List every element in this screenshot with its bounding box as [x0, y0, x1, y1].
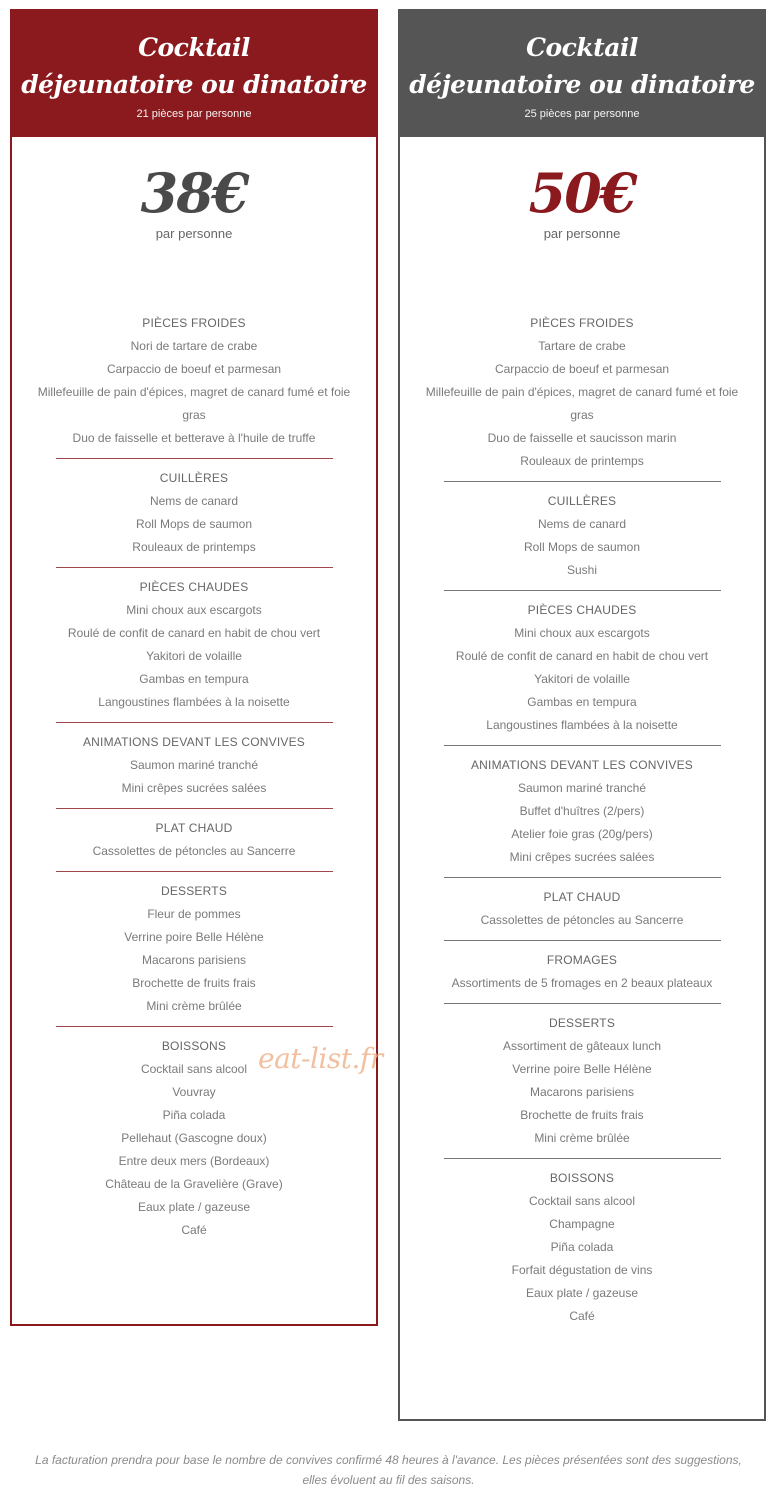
- menu-section: [400, 591, 764, 745]
- menu-item: Yakitori de volaille: [534, 672, 630, 686]
- menu-item: Eaux plate / gazeuse: [137, 1200, 251, 1214]
- menu-section: [12, 568, 376, 722]
- menu-subtitle: 21 pièces par personne: [136, 108, 252, 120]
- menu-title-line2: déjeunatoire ou dinatoire: [21, 70, 367, 99]
- menu-card-50: [398, 9, 766, 1421]
- menu-item: Mini choux aux escargots: [514, 626, 650, 640]
- section-title: PIÈCES CHAUDES: [139, 580, 249, 594]
- menu-item: Cocktail sans alcool: [528, 1194, 636, 1208]
- section-title: BOISSONS: [549, 1171, 615, 1185]
- menu-subtitle: 25 pièces par personne: [524, 108, 640, 120]
- menu-item: Nori de tartare de crabe: [130, 339, 258, 353]
- menu-section: [400, 304, 764, 481]
- menu-item: Langoustines flambées à la noisette: [98, 695, 290, 709]
- menu-item: Rouleaux de printemps: [520, 454, 644, 468]
- menu-section: [400, 746, 764, 877]
- menu-item: Nems de canard: [537, 517, 627, 531]
- menu-item: Carpaccio de boeuf et parmesan: [494, 362, 670, 376]
- menu-item: Piña colada: [162, 1108, 226, 1122]
- menu-title-line1: Cocktail: [138, 33, 250, 62]
- menu-item: Mini choux aux escargots: [126, 603, 262, 617]
- menu-item: Buffet d'huîtres (2/pers): [519, 804, 645, 818]
- menu-section: [12, 304, 376, 458]
- menu-item: Château de la Gravelière (Grave): [105, 1177, 283, 1191]
- menu-item: Carpaccio de boeuf et parmesan: [106, 362, 282, 376]
- menu-section: [400, 482, 764, 590]
- menu-section: [400, 1004, 764, 1158]
- menu-item: Mini crêpes sucrées salées: [509, 850, 655, 864]
- menu-item: Atelier foie gras (20g/pers): [511, 827, 653, 841]
- menu-item: Fleur de pommes: [147, 907, 241, 921]
- menu-item: Cassolettes de pétoncles au Sancerre: [92, 844, 296, 858]
- menu-item: Duo de faisselle et betterave à l'huile de truffe: [72, 431, 316, 445]
- menu-item: Mini crêpes sucrées salées: [121, 781, 267, 795]
- section-title: PLAT CHAUD: [543, 890, 621, 904]
- section-title: CUILLÈRES: [159, 471, 229, 485]
- menu-item: Entre deux mers (Bordeaux): [118, 1154, 270, 1168]
- price-caption: par personne: [155, 226, 233, 241]
- menu-item: Millefeuille de pain d'épices, magret de canard fumé et foie gras: [37, 385, 351, 422]
- menu-item: Vouvray: [172, 1085, 216, 1099]
- section-title: DESSERTS: [548, 1016, 616, 1030]
- menu-sections: [400, 287, 764, 1336]
- section-title: PIÈCES FROIDES: [530, 316, 634, 330]
- menu-item: Mini crème brûlée: [146, 999, 242, 1013]
- menu-title-line2: déjeunatoire ou dinatoire: [409, 70, 755, 99]
- section-title: PLAT CHAUD: [155, 821, 233, 835]
- menu-section: [12, 723, 376, 808]
- section-title: DESSERTS: [160, 884, 228, 898]
- menu-item: Verrine poire Belle Hélène: [124, 930, 264, 944]
- menu-item: Café: [181, 1223, 207, 1237]
- menu-item: Rouleaux de printemps: [132, 540, 256, 554]
- menu-item: Forfait dégustation de vins: [511, 1263, 653, 1277]
- menu-item: Yakitori de volaille: [146, 649, 242, 663]
- menu-card-header: [10, 9, 378, 137]
- menu-item: Gambas en tempura: [139, 672, 249, 686]
- menu-section: [12, 872, 376, 1026]
- menu-item: Roulé de confit de canard en habit de chou vert: [67, 626, 321, 640]
- menu-item: Eaux plate / gazeuse: [525, 1286, 639, 1300]
- menu-item: Sushi: [566, 563, 598, 577]
- menu-item: Champagne: [549, 1217, 615, 1231]
- menu-item: Langoustines flambées à la noisette: [486, 718, 678, 732]
- menu-section: [400, 878, 764, 940]
- menu-section: [12, 459, 376, 567]
- menu-item: Millefeuille de pain d'épices, magret de canard fumé et foie gras: [425, 385, 739, 422]
- price-block: [400, 137, 764, 287]
- menu-item: Roll Mops de saumon: [135, 517, 253, 531]
- section-title: BOISSONS: [161, 1039, 227, 1053]
- menu-section: [400, 941, 764, 1003]
- menu-item: Brochette de fruits frais: [520, 1108, 644, 1122]
- footnote: La facturation prendra pour base le nombre de convives confirmé 48 heures à l'avance. Les pièces présentées sont des suggestions, elles évoluent au fil des saisons.: [35, 1453, 742, 1487]
- menu-card-header: [398, 9, 766, 137]
- price: 38€: [140, 161, 248, 225]
- menu-sections: [12, 287, 376, 1250]
- menu-item: Cocktail sans alcool: [140, 1062, 248, 1076]
- section-title: ANIMATIONS DEVANT LES CONVIVES: [470, 758, 694, 772]
- menu-item: Macarons parisiens: [529, 1085, 635, 1099]
- menu-item: Gambas en tempura: [527, 695, 637, 709]
- watermark-text: eat-list.fr: [258, 1042, 383, 1075]
- price-block: [12, 137, 376, 287]
- menu-item: Café: [569, 1309, 595, 1323]
- menu-item: Roll Mops de saumon: [523, 540, 641, 554]
- menu-item: Brochette de fruits frais: [132, 976, 256, 990]
- section-title: FROMAGES: [546, 953, 618, 967]
- menu-item: Duo de faisselle et saucisson marin: [487, 431, 677, 445]
- menu-item: Pellehaut (Gascogne doux): [121, 1131, 267, 1145]
- menu-item: Verrine poire Belle Hélène: [512, 1062, 652, 1076]
- menu-item: Cassolettes de pétoncles au Sancerre: [480, 913, 684, 927]
- section-title: PIÈCES CHAUDES: [527, 603, 637, 617]
- price-caption: par personne: [543, 226, 621, 241]
- menu-section: [400, 1159, 764, 1336]
- price: 50€: [528, 161, 636, 225]
- menu-item: Saumon mariné tranché: [517, 781, 647, 795]
- section-title: CUILLÈRES: [547, 494, 617, 508]
- menu-section: [12, 809, 376, 871]
- menu-title-line1: Cocktail: [526, 33, 638, 62]
- menu-item: Piña colada: [550, 1240, 614, 1254]
- section-title: PIÈCES FROIDES: [142, 316, 246, 330]
- menu-item: Roulé de confit de canard en habit de chou vert: [455, 649, 709, 663]
- menu-item: Assortiment de gâteaux lunch: [502, 1039, 662, 1053]
- menu-item: Macarons parisiens: [141, 953, 247, 967]
- menu-item: Mini crème brûlée: [534, 1131, 630, 1145]
- menu-item: Assortiments de 5 fromages en 2 beaux plateaux: [451, 976, 713, 990]
- menu-item: Tartare de crabe: [538, 339, 626, 353]
- menu-item: Nems de canard: [149, 494, 239, 508]
- section-title: ANIMATIONS DEVANT LES CONVIVES: [82, 735, 306, 749]
- menu-item: Saumon mariné tranché: [129, 758, 259, 772]
- menu-card-38: [10, 9, 378, 1326]
